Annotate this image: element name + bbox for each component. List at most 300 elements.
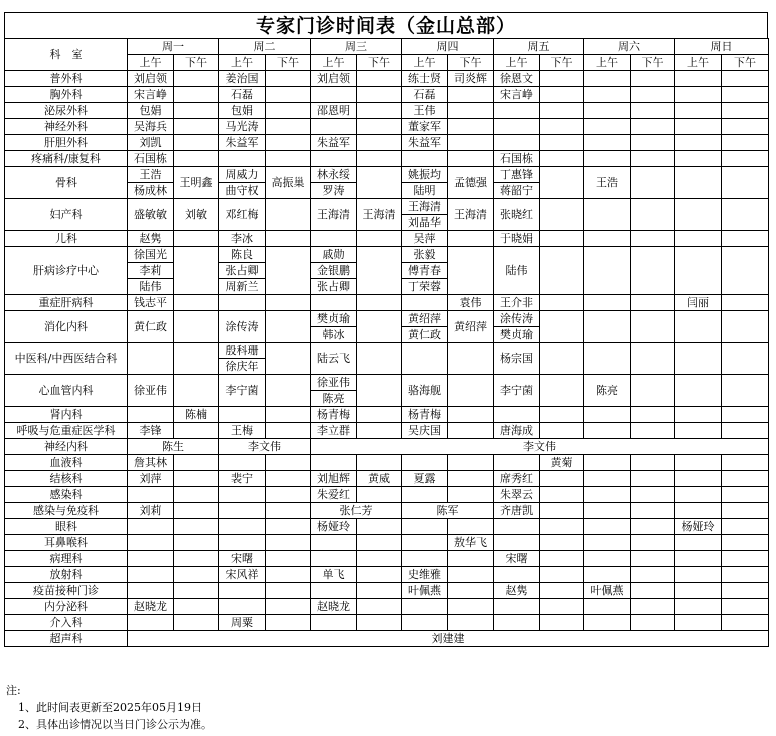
doctor-name: 黄绍萍	[402, 311, 447, 327]
doctor-cell	[631, 311, 675, 343]
dept-cell: 血液科	[5, 455, 128, 471]
doctor-cell	[174, 119, 219, 135]
doctor-cell	[675, 199, 722, 231]
table-row	[5, 471, 769, 487]
doctor-name: 周新兰	[225, 280, 259, 293]
doctor-cell: 姜治国	[219, 71, 266, 87]
doctor-cell	[357, 103, 402, 119]
doctor-cell	[494, 119, 540, 135]
dept-cell: 疫苗接种门诊	[5, 583, 128, 599]
am-header: 上午	[494, 55, 540, 71]
doctor-cell	[675, 599, 722, 615]
doctor-name: 李莉	[128, 263, 173, 279]
dept-cell: 中医科/中西医结合科	[5, 343, 128, 375]
doctor-cell	[402, 519, 448, 535]
am-header: 上午	[219, 55, 266, 71]
doctor-cell	[675, 343, 722, 375]
doctor-cell: 齐唐凯	[494, 503, 540, 519]
doctor-cell: 李冰	[219, 231, 266, 247]
doctor-cell	[540, 471, 584, 487]
doctor-cell	[540, 503, 584, 519]
dept-header: 科 室	[5, 39, 128, 71]
doctor-cell	[266, 535, 311, 551]
doctor-cell: 王介非	[494, 295, 540, 311]
doctor-cell	[402, 487, 448, 503]
am-header: 上午	[675, 55, 722, 71]
dept-cell: 神经外科	[5, 119, 128, 135]
dept-cell: 眼科	[5, 519, 128, 535]
day-header: 周二	[219, 39, 311, 55]
doctor-cell	[675, 87, 722, 103]
doctor-cell: 叶佩燕	[402, 583, 448, 599]
doctor-cell: 董家军	[402, 119, 448, 135]
table-row	[5, 151, 769, 167]
doctor-name: 林永绥	[311, 167, 356, 183]
doctor-cell: 司炎辉	[448, 71, 494, 87]
schedule-body	[5, 39, 769, 647]
doctor-cell	[174, 295, 219, 311]
dept-cell: 内分泌科	[5, 599, 128, 615]
doctor-cell	[584, 503, 631, 519]
doctor-cell	[540, 151, 584, 167]
doctor-cell	[722, 119, 769, 135]
doctor-cell: 李宁菌	[494, 375, 540, 407]
table-row	[5, 87, 769, 103]
doctor-cell: 刘凯	[128, 135, 174, 151]
day-header: 周六	[584, 39, 675, 55]
doctor-cell	[174, 615, 219, 631]
doctor-cell	[584, 567, 631, 583]
table-row	[5, 343, 769, 375]
table-row	[5, 407, 769, 423]
doctor-name: 韩冰	[322, 328, 345, 341]
doctor-cell	[128, 551, 174, 567]
table-row	[5, 103, 769, 119]
pm-header: 下午	[266, 55, 311, 71]
doctor-cell	[631, 151, 675, 167]
doctor-cell	[540, 599, 584, 615]
doctor-cell: 周粟	[219, 615, 266, 631]
day-header-row	[5, 39, 769, 55]
doctor-name: 王海清	[402, 199, 447, 215]
doctor-cell	[540, 551, 584, 567]
doctor-cell	[631, 471, 675, 487]
doctor-name: 陈良	[219, 247, 265, 263]
doctor-cell: 陈军	[402, 503, 494, 519]
doctor-name: 徐亚伟	[311, 375, 356, 391]
doctor-cell	[631, 295, 675, 311]
doctor-cell: 宋言峥	[128, 87, 174, 103]
doctor-cell	[494, 407, 540, 423]
doctor-cell	[219, 151, 266, 167]
doctor-cell	[357, 407, 402, 423]
doctor-cell	[357, 487, 402, 503]
doctor-cell	[584, 71, 631, 87]
doctor-cell: 史维雅	[402, 567, 448, 583]
doctor-cell	[266, 295, 311, 311]
doctor-cell	[675, 551, 722, 567]
table-row	[5, 311, 769, 343]
doctor-cell: 宋曙	[219, 551, 266, 567]
doctor-cell	[402, 599, 448, 615]
doctor-name: 张占卿	[317, 280, 350, 293]
doctor-cell	[219, 247, 266, 295]
doctor-cell	[631, 135, 675, 151]
doctor-cell	[584, 455, 631, 471]
table-row	[5, 631, 769, 647]
doctor-cell	[584, 87, 631, 103]
doctor-cell	[219, 583, 266, 599]
doctor-cell: 李宁菌	[219, 375, 266, 407]
doctor-cell: 朱益军	[219, 135, 266, 151]
doctor-cell	[174, 311, 219, 343]
doctor-cell	[266, 599, 311, 615]
doctor-cell	[631, 551, 675, 567]
doctor-cell	[631, 119, 675, 135]
doctor-cell: 马光涛	[219, 119, 266, 135]
doctor-cell	[448, 247, 494, 295]
doctor-cell	[311, 311, 357, 343]
pm-header: 下午	[174, 55, 219, 71]
doctor-cell	[540, 423, 584, 439]
table-row	[5, 295, 769, 311]
doctor-name: 涂传涛	[494, 311, 539, 327]
doctor-cell	[584, 519, 631, 535]
doctor-cell	[722, 199, 769, 231]
table-row	[5, 439, 769, 455]
doctor-cell	[311, 455, 357, 471]
doctor-cell	[219, 535, 266, 551]
doctor-cell	[266, 87, 311, 103]
doctor-cell: 刘建建	[128, 631, 769, 647]
doctor-cell	[402, 343, 448, 375]
doctor-cell	[357, 151, 402, 167]
doctor-cell	[357, 455, 402, 471]
pm-header: 下午	[357, 55, 402, 71]
pm-header: 下午	[631, 55, 675, 71]
doctor-cell: 包娟	[128, 103, 174, 119]
doctor-cell	[631, 615, 675, 631]
doctor-cell	[675, 135, 722, 151]
doctor-cell	[266, 247, 311, 295]
doctor-cell	[584, 199, 631, 231]
doctor-cell	[448, 375, 494, 407]
doctor-cell: 骆海舰	[402, 375, 448, 407]
doctor-cell	[448, 487, 494, 503]
doctor-cell: 宋风祥	[219, 567, 266, 583]
doctor-cell	[266, 343, 311, 375]
dept-cell: 儿科	[5, 231, 128, 247]
doctor-name: 丁惠锋	[494, 167, 539, 183]
doctor-cell	[722, 295, 769, 311]
doctor-cell	[357, 295, 402, 311]
doctor-cell: 盛敏敏	[128, 199, 174, 231]
doctor-cell	[448, 231, 494, 247]
doctor-cell: 黄菊	[540, 455, 584, 471]
doctor-cell: 张仁芳	[311, 503, 402, 519]
doctor-cell	[540, 199, 584, 231]
doctor-cell: 钱志平	[128, 295, 174, 311]
doctor-cell: 孟德强	[448, 167, 494, 199]
am-header: 上午	[402, 55, 448, 71]
doctor-cell	[219, 503, 266, 519]
table-row	[5, 487, 769, 503]
dept-cell: 心血管内科	[5, 375, 128, 407]
doctor-cell	[675, 423, 722, 439]
doctor-cell	[402, 151, 448, 167]
doctor-cell	[675, 375, 722, 407]
doctor-cell: 陆云飞	[311, 343, 357, 375]
doctor-cell	[584, 599, 631, 615]
doctor-cell	[540, 103, 584, 119]
doctor-cell	[675, 119, 722, 135]
doctor-cell	[174, 567, 219, 583]
doctor-cell: 王海清	[311, 199, 357, 231]
dept-cell: 感染与免疫科	[5, 503, 128, 519]
doctor-name: 樊贞瑜	[500, 328, 533, 341]
doctor-cell	[722, 311, 769, 343]
dept-cell: 肝病诊疗中心	[5, 247, 128, 295]
doctor-cell	[357, 231, 402, 247]
doctor-cell: 石国栋	[128, 151, 174, 167]
doctor-cell	[402, 535, 448, 551]
doctor-cell	[540, 567, 584, 583]
am-header: 上午	[128, 55, 174, 71]
doctor-cell: 王浩	[584, 167, 631, 199]
doctor-cell	[357, 535, 402, 551]
doctor-name: 殷科珊	[219, 343, 265, 359]
notes-label: 注:	[6, 684, 21, 697]
doctor-cell	[128, 247, 174, 295]
doctor-cell: 邓红梅	[219, 199, 266, 231]
doctor-cell: 杨青梅	[311, 407, 357, 423]
table-row	[5, 375, 769, 407]
table-row	[5, 599, 769, 615]
doctor-cell	[311, 583, 357, 599]
doctor-cell	[266, 503, 311, 519]
doctor-cell	[675, 615, 722, 631]
doctor-cell	[675, 407, 722, 423]
doctor-cell: 王梅	[219, 423, 266, 439]
doctor-cell	[494, 311, 540, 343]
doctor-cell: 叶佩燕	[584, 583, 631, 599]
doctor-cell	[311, 167, 357, 199]
doctor-cell: 李锋	[128, 423, 174, 439]
doctor-name: 周威力	[219, 167, 265, 183]
doctor-name: 杨成林	[134, 184, 167, 197]
doctor-cell	[540, 135, 584, 151]
dept-cell: 呼吸与危重症医学科	[5, 423, 128, 439]
doctor-cell	[540, 231, 584, 247]
doctor-cell	[357, 375, 402, 407]
doctor-cell: 袁伟	[448, 295, 494, 311]
doctor-cell	[631, 535, 675, 551]
doctor-name: 丁荣蓉	[408, 280, 441, 293]
doctor-cell	[311, 87, 357, 103]
doctor-cell	[128, 343, 174, 375]
doctor-cell	[266, 199, 311, 231]
doctor-cell	[675, 311, 722, 343]
table-row	[5, 199, 769, 231]
doctor-cell	[357, 599, 402, 615]
doctor-cell	[631, 199, 675, 231]
dept-cell: 肝胆外科	[5, 135, 128, 151]
doctor-cell	[722, 71, 769, 87]
doctor-cell: 王海清	[448, 199, 494, 231]
doctor-cell	[402, 247, 448, 295]
doctor-cell	[174, 503, 219, 519]
page-title: 专家门诊时间表（金山总部）	[4, 12, 768, 38]
doctor-cell	[584, 135, 631, 151]
doctor-cell	[722, 551, 769, 567]
doctor-cell: 徐恩文	[494, 71, 540, 87]
doctor-cell: 陈生	[128, 439, 219, 455]
doctor-name: 徐国光	[128, 247, 173, 263]
doctor-cell	[174, 71, 219, 87]
table-row	[5, 231, 769, 247]
doctor-cell	[402, 295, 448, 311]
doctor-cell: 宋曙	[494, 551, 540, 567]
doctor-cell	[584, 615, 631, 631]
doctor-cell: 刘启领	[311, 71, 357, 87]
doctor-cell	[722, 423, 769, 439]
pm-header: 下午	[448, 55, 494, 71]
doctor-cell	[584, 343, 631, 375]
doctor-cell	[219, 343, 266, 375]
doctor-cell	[722, 103, 769, 119]
doctor-cell: 于晓娟	[494, 231, 540, 247]
doctor-cell: 刘敏	[174, 199, 219, 231]
doctor-cell	[722, 471, 769, 487]
doctor-cell	[266, 311, 311, 343]
doctor-cell	[219, 519, 266, 535]
doctor-cell: 陈楠	[174, 407, 219, 423]
doctor-cell	[266, 103, 311, 119]
doctor-cell	[584, 471, 631, 487]
doctor-cell: 闫丽	[675, 295, 722, 311]
dept-cell: 耳鼻喉科	[5, 535, 128, 551]
doctor-name: 傅青春	[402, 263, 447, 279]
doctor-cell	[448, 151, 494, 167]
table-row	[5, 519, 769, 535]
doctor-cell	[402, 167, 448, 199]
doctor-cell	[722, 455, 769, 471]
doctor-cell	[631, 455, 675, 471]
doctor-cell	[219, 295, 266, 311]
dept-cell: 骨科	[5, 167, 128, 199]
doctor-cell: 涂传涛	[219, 311, 266, 343]
doctor-cell	[448, 551, 494, 567]
day-header: 周一	[128, 39, 219, 55]
doctor-cell	[357, 343, 402, 375]
doctor-cell: 王明鑫	[174, 167, 219, 199]
doctor-cell	[722, 615, 769, 631]
doctor-cell	[402, 615, 448, 631]
doctor-cell: 刘莉	[128, 503, 174, 519]
doctor-cell	[448, 119, 494, 135]
doctor-cell	[631, 407, 675, 423]
doctor-cell	[266, 471, 311, 487]
doctor-cell	[540, 87, 584, 103]
doctor-cell	[631, 375, 675, 407]
dept-cell: 病理科	[5, 551, 128, 567]
doctor-cell	[128, 583, 174, 599]
doctor-cell	[675, 583, 722, 599]
doctor-cell	[357, 71, 402, 87]
doctor-cell	[402, 311, 448, 343]
doctor-cell	[448, 519, 494, 535]
doctor-cell	[540, 615, 584, 631]
doctor-cell	[448, 471, 494, 487]
doctor-cell	[448, 135, 494, 151]
doctor-cell: 杨娅玲	[311, 519, 357, 535]
doctor-name: 樊贞瑜	[311, 311, 356, 327]
doctor-cell: 黄绍萍	[448, 311, 494, 343]
doctor-cell	[631, 167, 675, 199]
doctor-cell: 裴宁	[219, 471, 266, 487]
doctor-cell	[631, 487, 675, 503]
doctor-cell	[494, 135, 540, 151]
doctor-cell: 李文伟	[219, 439, 311, 455]
doctor-cell: 赵隽	[128, 231, 174, 247]
doctor-cell: 杨宗国	[494, 343, 540, 375]
doctor-cell	[311, 151, 357, 167]
dept-cell: 超声科	[5, 631, 128, 647]
day-header: 周三	[311, 39, 402, 55]
doctor-cell	[174, 535, 219, 551]
doctor-cell	[675, 167, 722, 199]
doctor-cell	[584, 231, 631, 247]
pm-header: 下午	[722, 55, 769, 71]
doctor-cell: 詹其林	[128, 455, 174, 471]
dept-cell: 妇产科	[5, 199, 128, 231]
doctor-cell	[311, 295, 357, 311]
doctor-cell	[128, 487, 174, 503]
doctor-cell	[174, 423, 219, 439]
doctor-cell	[494, 103, 540, 119]
doctor-cell	[675, 567, 722, 583]
table-row	[5, 503, 769, 519]
doctor-cell	[357, 519, 402, 535]
doctor-cell	[675, 247, 722, 295]
doctor-cell	[266, 119, 311, 135]
doctor-cell: 朱益军	[311, 135, 357, 151]
doctor-cell: 赵隽	[494, 583, 540, 599]
doctor-cell	[494, 567, 540, 583]
doctor-cell	[174, 151, 219, 167]
doctor-cell: 朱翠云	[494, 487, 540, 503]
doctor-cell	[722, 231, 769, 247]
doctor-cell	[357, 135, 402, 151]
table-row	[5, 423, 769, 439]
doctor-name: 罗涛	[322, 184, 345, 197]
doctor-cell: 刘萍	[128, 471, 174, 487]
doctor-cell	[722, 151, 769, 167]
doctor-cell: 包娟	[219, 103, 266, 119]
doctor-cell	[174, 519, 219, 535]
doctor-cell	[174, 375, 219, 407]
doctor-cell	[174, 343, 219, 375]
doctor-cell	[448, 583, 494, 599]
table-row	[5, 551, 769, 567]
doctor-name: 徐庆年	[225, 360, 259, 373]
doctor-cell	[402, 551, 448, 567]
doctor-cell: 黄仁政	[128, 311, 174, 343]
doctor-cell: 徐亚伟	[128, 375, 174, 407]
doctor-cell	[266, 375, 311, 407]
doctor-cell	[266, 423, 311, 439]
doctor-cell: 朱爱红	[311, 487, 357, 503]
